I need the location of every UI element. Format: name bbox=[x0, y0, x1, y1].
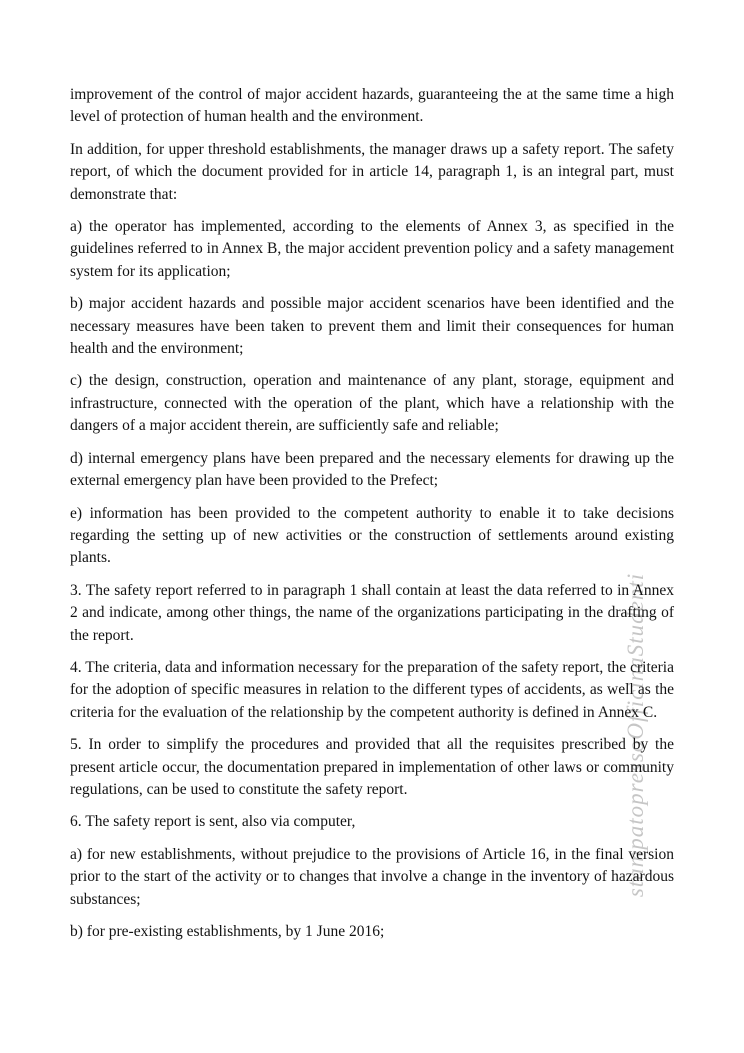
watermark: stampatopressoOfficinaStudenti bbox=[623, 572, 648, 898]
document-body bbox=[70, 84, 674, 953]
paragraph: a) for new establishments, without prejudice to the provisions of Article 16, in the final version prior to the start of the activity or to changes that involve a change in the inventory of hazardous substances; bbox=[70, 845, 674, 908]
paragraph: c) the design, construction, operation and maintenance of any plant, storage, equipment and infrastructure, connected with the operation of the plant, which have a relationship with the dangers of a major accident therein, are sufficiently safe and reliable; bbox=[70, 372, 674, 435]
paragraph: 3. The safety report referred to in paragraph 1 shall contain at least the data referred to in Annex 2 and indicate, among other things, the name of the organizations participating in the drafting of the report. bbox=[70, 581, 674, 644]
paragraph: e) information has been provided to the competent authority to enable it to take decisions regarding the setting up of new activities or the construction of settlements around existing plants. bbox=[70, 504, 674, 567]
paragraph: 4. The criteria, data and information necessary for the preparation of the safety report, the criteria for the adoption of specific measures in relation to the different types of accidents, as well as the criteria for the evaluation of the relationship by the competent authority is defined in Annex C. bbox=[70, 658, 674, 721]
paragraph: improvement of the control of major accident hazards, guaranteeing the at the same time a high level of protection of human health and the environment. bbox=[70, 86, 674, 126]
paragraph: 5. In order to simplify the procedures and provided that all the requisites prescribed by the present article occur, the documentation prepared in implementation of other laws or community regulations, can be used to constitute the safety report. bbox=[70, 736, 674, 798]
paragraph: In addition, for upper threshold establishments, the manager draws up a safety report. The safety report, of which the document provided for in article 14, paragraph 1, is an integral part, must demonstrate that: bbox=[70, 140, 674, 203]
paragraph: 6. The safety report is sent, also via computer, bbox=[70, 813, 356, 831]
paragraph: a) the operator has implemented, according to the elements of Annex 3, as specified in the guidelines referred to in Annex B, the major accident prevention policy and a safety management system for its application; bbox=[70, 218, 674, 280]
paragraph: b) major accident hazards and possible major accident scenarios have been identified and the necessary measures have been taken to prevent them and limit their consequences for human health and the environment; bbox=[70, 295, 674, 358]
paragraph: d) internal emergency plans have been prepared and the necessary elements for drawing up the external emergency plan have been provided to the Prefect; bbox=[70, 449, 674, 490]
paragraph: b) for pre-existing establishments, by 1 June 2016; bbox=[70, 923, 385, 940]
